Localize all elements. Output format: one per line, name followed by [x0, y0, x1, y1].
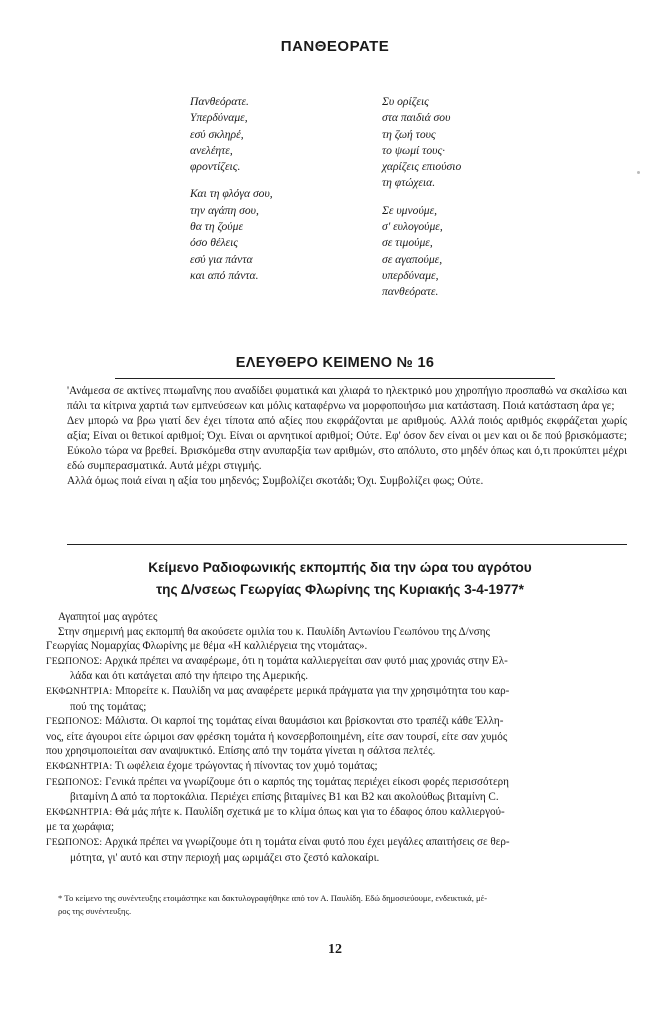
poem-line: Και τη φλόγα σου, [190, 187, 273, 201]
transcript-line [46, 744, 626, 759]
transcript-line [46, 790, 626, 805]
transcript-text: Θά μάς πήτε κ. Παυλίδη σχετικά με το κλίμα όπως και για το έδαφος όπου καλλιεργού- [112, 805, 505, 818]
poem-line: σε τιμούμε, [382, 236, 433, 250]
poem-line: τη φτώχεια. [382, 176, 436, 190]
poem-line: σε αγαπούμε, [382, 252, 443, 266]
poem-line: πανθεόρατε. [382, 285, 439, 299]
transcript-line [46, 775, 626, 791]
transcript-text: νος, είτε άγουροι είτε ώριμοι σαν φρέσκη τομάτα ή κονσερβοποιημένη, είτε σαν τουρσί, είτε σαν χυμός [46, 730, 508, 743]
speaker-label: ΓΕΩΠΟΝΟΣ: [46, 836, 103, 848]
speaker-label: ΕΚΦΩΝΗΤΡΙΑ: [46, 806, 113, 818]
transcript-text: Αρχικά πρέπει να αναφέρωμε, ότι η τομάτα καλλιεργείται σαν φυτό μιας χρονιάς στην Ελ- [102, 654, 508, 667]
poem-line: φροντίζεις. [190, 160, 241, 174]
transcript-line [46, 835, 626, 851]
poem-line: τη ζωή τους [382, 127, 436, 141]
poem-line: ανελέητε, [190, 143, 233, 157]
poem-stanza [190, 94, 273, 175]
transcript-text: πού της τομάτας; [70, 700, 147, 713]
footnote-line: ρος της συνέντευξης. [58, 906, 132, 916]
radio-heading-line: της Δ/νσεως Γεωργίας Φλωρίνης της Κυριακής 3-4-1977* [156, 582, 524, 597]
poem-line: Πανθεόρατε. [190, 95, 249, 108]
poem-left-column [190, 94, 273, 295]
transcript-text: Γενικά πρέπει να γνωρίζουμε ότι ο καρπός της τομάτας περιέχει είκοσι φορές περισσότερη [102, 775, 509, 788]
transcript-line [46, 851, 626, 866]
free-text-paragraph: Αλλά όμως ποιά είναι η αξία του μηδενός; Συμβολίζει σκοτάδι; Όχι. Συμβολίζει φως; Ούτε. [67, 475, 484, 487]
transcript-text: Μπορείτε κ. Παυλίδη να μας αναφέρετε μερικά πράγματα για την χρησιμότητα του καρ- [112, 684, 510, 697]
poem-line: χαρίζεις επιούσιο [382, 160, 462, 174]
transcript-line [46, 669, 626, 684]
poem-right-column [382, 94, 461, 312]
free-text-body [67, 384, 627, 489]
transcript-text: βιταμίνη Δ από τα πορτοκάλια. Περιέχει επίσης βιταμίνες Β1 και Β2 και ακολούθως βιταμίνη C. [70, 791, 499, 804]
poem-line: Υπερδύναμε, [190, 111, 248, 125]
free-text-heading: ΕΛΕΥΘΕΡΟ ΚΕΙΜΕΝΟ № 16 [235, 355, 435, 371]
poem-line: και από πάντα. [190, 268, 259, 282]
transcript-text: που χρησιμοποιείται σαν αναψυκτικό. Επίσης από την τομάτα γίνεται η σάλτσα πελτές. [46, 745, 436, 758]
speaker-label: ΕΚΦΩΝΗΤΡΙΑ: [46, 685, 113, 697]
transcript-text: λάδα και ότι κατάγεται από την ήπειρο της Αμερικής. [70, 670, 309, 683]
poem-line: Σε υμνούμε, [382, 203, 438, 217]
transcript-line [46, 639, 626, 654]
footnote [58, 892, 628, 918]
speaker-label: ΕΚΦΩΝΗΤΡΙΑ: [46, 760, 113, 772]
poem-stanza [382, 94, 461, 192]
heading-underline [115, 378, 555, 379]
transcript-text: Γεωργίας Νομαρχίας Φλωρίνης με θέμα «Η καλλιέργεια της ντομάτας». [46, 640, 368, 653]
free-text-paragraph: 'Ανάμεσα σε ακτίνες πτωμαΐνης που αναδίδει φυματικά και χλιαρά το ηλεκτρικό μου χηροπήγιο προσπαθώ να σκαλίσω και πάλι τα κίτρινα χαρτιά των εμπνεύσεων και μόλις καταφέρνω να μορφοποιήσω μια κατάσταση. Ποιά κατάσταση άρα γε; [67, 385, 627, 412]
speaker-label: ΓΕΩΠΟΝΟΣ: [46, 655, 103, 667]
speaker-label: ΓΕΩΠΟΝΟΣ: [46, 716, 103, 728]
poem-line: την αγάπη σου, [190, 203, 259, 217]
page-number: 12 [328, 942, 342, 957]
transcript-line [46, 820, 626, 835]
transcript-line [46, 654, 626, 670]
poem-stanza [190, 186, 273, 284]
transcript-line [46, 625, 626, 640]
footnote-line: * Το κείμενο της συνέντευξης ετοιμάστηκε και δακτυλογραφήθηκε από τον Α. Παυλίδη. Εδώ δημοσιεύουμε, ενδεικτικά, μέ- [58, 893, 488, 903]
poem-line: θα τη ζούμε [190, 220, 244, 234]
free-text-paragraph: Δεν μπορώ να βρω γιατί δεν έχει τίποτα από αξίες που εκφράζονται με αριθμούς. Αλλά ποιός αριθμός εκφράζεται χωρίς αξία; Είναι οι θετικοί αριθμοί; Όχι. Είναι οι αρνητικοί αριθμοί; Ούτε. Εφ' όσον δεν είναι οι μεν και οι δε πού βρισκόμαστε; Εύκολο τώρα να βρεθεί. Βρισκόμεθα στην ανυπαρξία των αριθμών, στο απόλυτο, στο μηδέν όπως και ό,τι προκύπτει μέχρι εδώ συμπερασματικά. Αυτά μέχρι στιγμής. [67, 415, 627, 472]
transcript-text: Αγαπητοί μας αγρότες [58, 611, 158, 623]
transcript-line [46, 805, 626, 821]
poem-stanza [382, 203, 461, 301]
poem-title: ΠΑΝΘΕΟΡΑΤΕ [280, 38, 390, 55]
scan-speck [637, 171, 640, 174]
transcript-text: Αρχικά πρέπει να γνωρίζουμε ότι η τομάτα είναι φυτό που έχει μεγάλες απαιτήσεις σε θερ- [102, 835, 510, 848]
transcript-line [46, 684, 626, 700]
transcript-line [46, 759, 626, 775]
speaker-label: ΓΕΩΠΟΝΟΣ: [46, 776, 103, 788]
poem-line: υπερδύναμε, [382, 268, 439, 282]
radio-heading-line: Κείμενο Ραδιοφωνικής εκπομπής δια την ώρα του αγρότου [148, 560, 532, 575]
poem-line: όσο θέλεις [190, 236, 238, 250]
radio-heading [80, 557, 600, 601]
transcript-line [46, 714, 626, 730]
poem-line: εσύ για πάντα [190, 252, 253, 266]
poem-line: εσύ σκληρέ, [190, 127, 244, 141]
section-divider [67, 544, 627, 545]
transcript-line [46, 730, 626, 745]
poem-line: το ψωμί τους· [382, 143, 446, 157]
poem-line: σ' ευλογούμε, [382, 220, 443, 234]
poem-line: στα παιδιά σου [382, 111, 451, 125]
radio-transcript [46, 610, 626, 865]
transcript-text: με τα χωράφια; [46, 821, 115, 834]
poem-line: Συ ορίζεις [382, 95, 429, 108]
transcript-text: μότητα, γι' αυτό και στην περιοχή μας ωριμάζει στο ζεστό καλοκαίρι. [70, 851, 380, 864]
transcript-line [46, 700, 626, 715]
transcript-text: Τι ωφέλεια έχομε τρώγοντας ή πίνοντας τον χυμό τομάτας; [112, 759, 378, 772]
transcript-text: Μάλιστα. Οι καρποί της τομάτας είναι θαυμάσιοι και βρίσκονται στο τραπέζι κάθε Έλλη- [102, 715, 504, 728]
transcript-line [46, 610, 626, 625]
transcript-text: Στην σημερινή μας εκπομπή θα ακούσετε ομιλία του κ. Παυλίδη Αντωνίου Γεωπόνου της Δ/νσης [58, 625, 490, 638]
